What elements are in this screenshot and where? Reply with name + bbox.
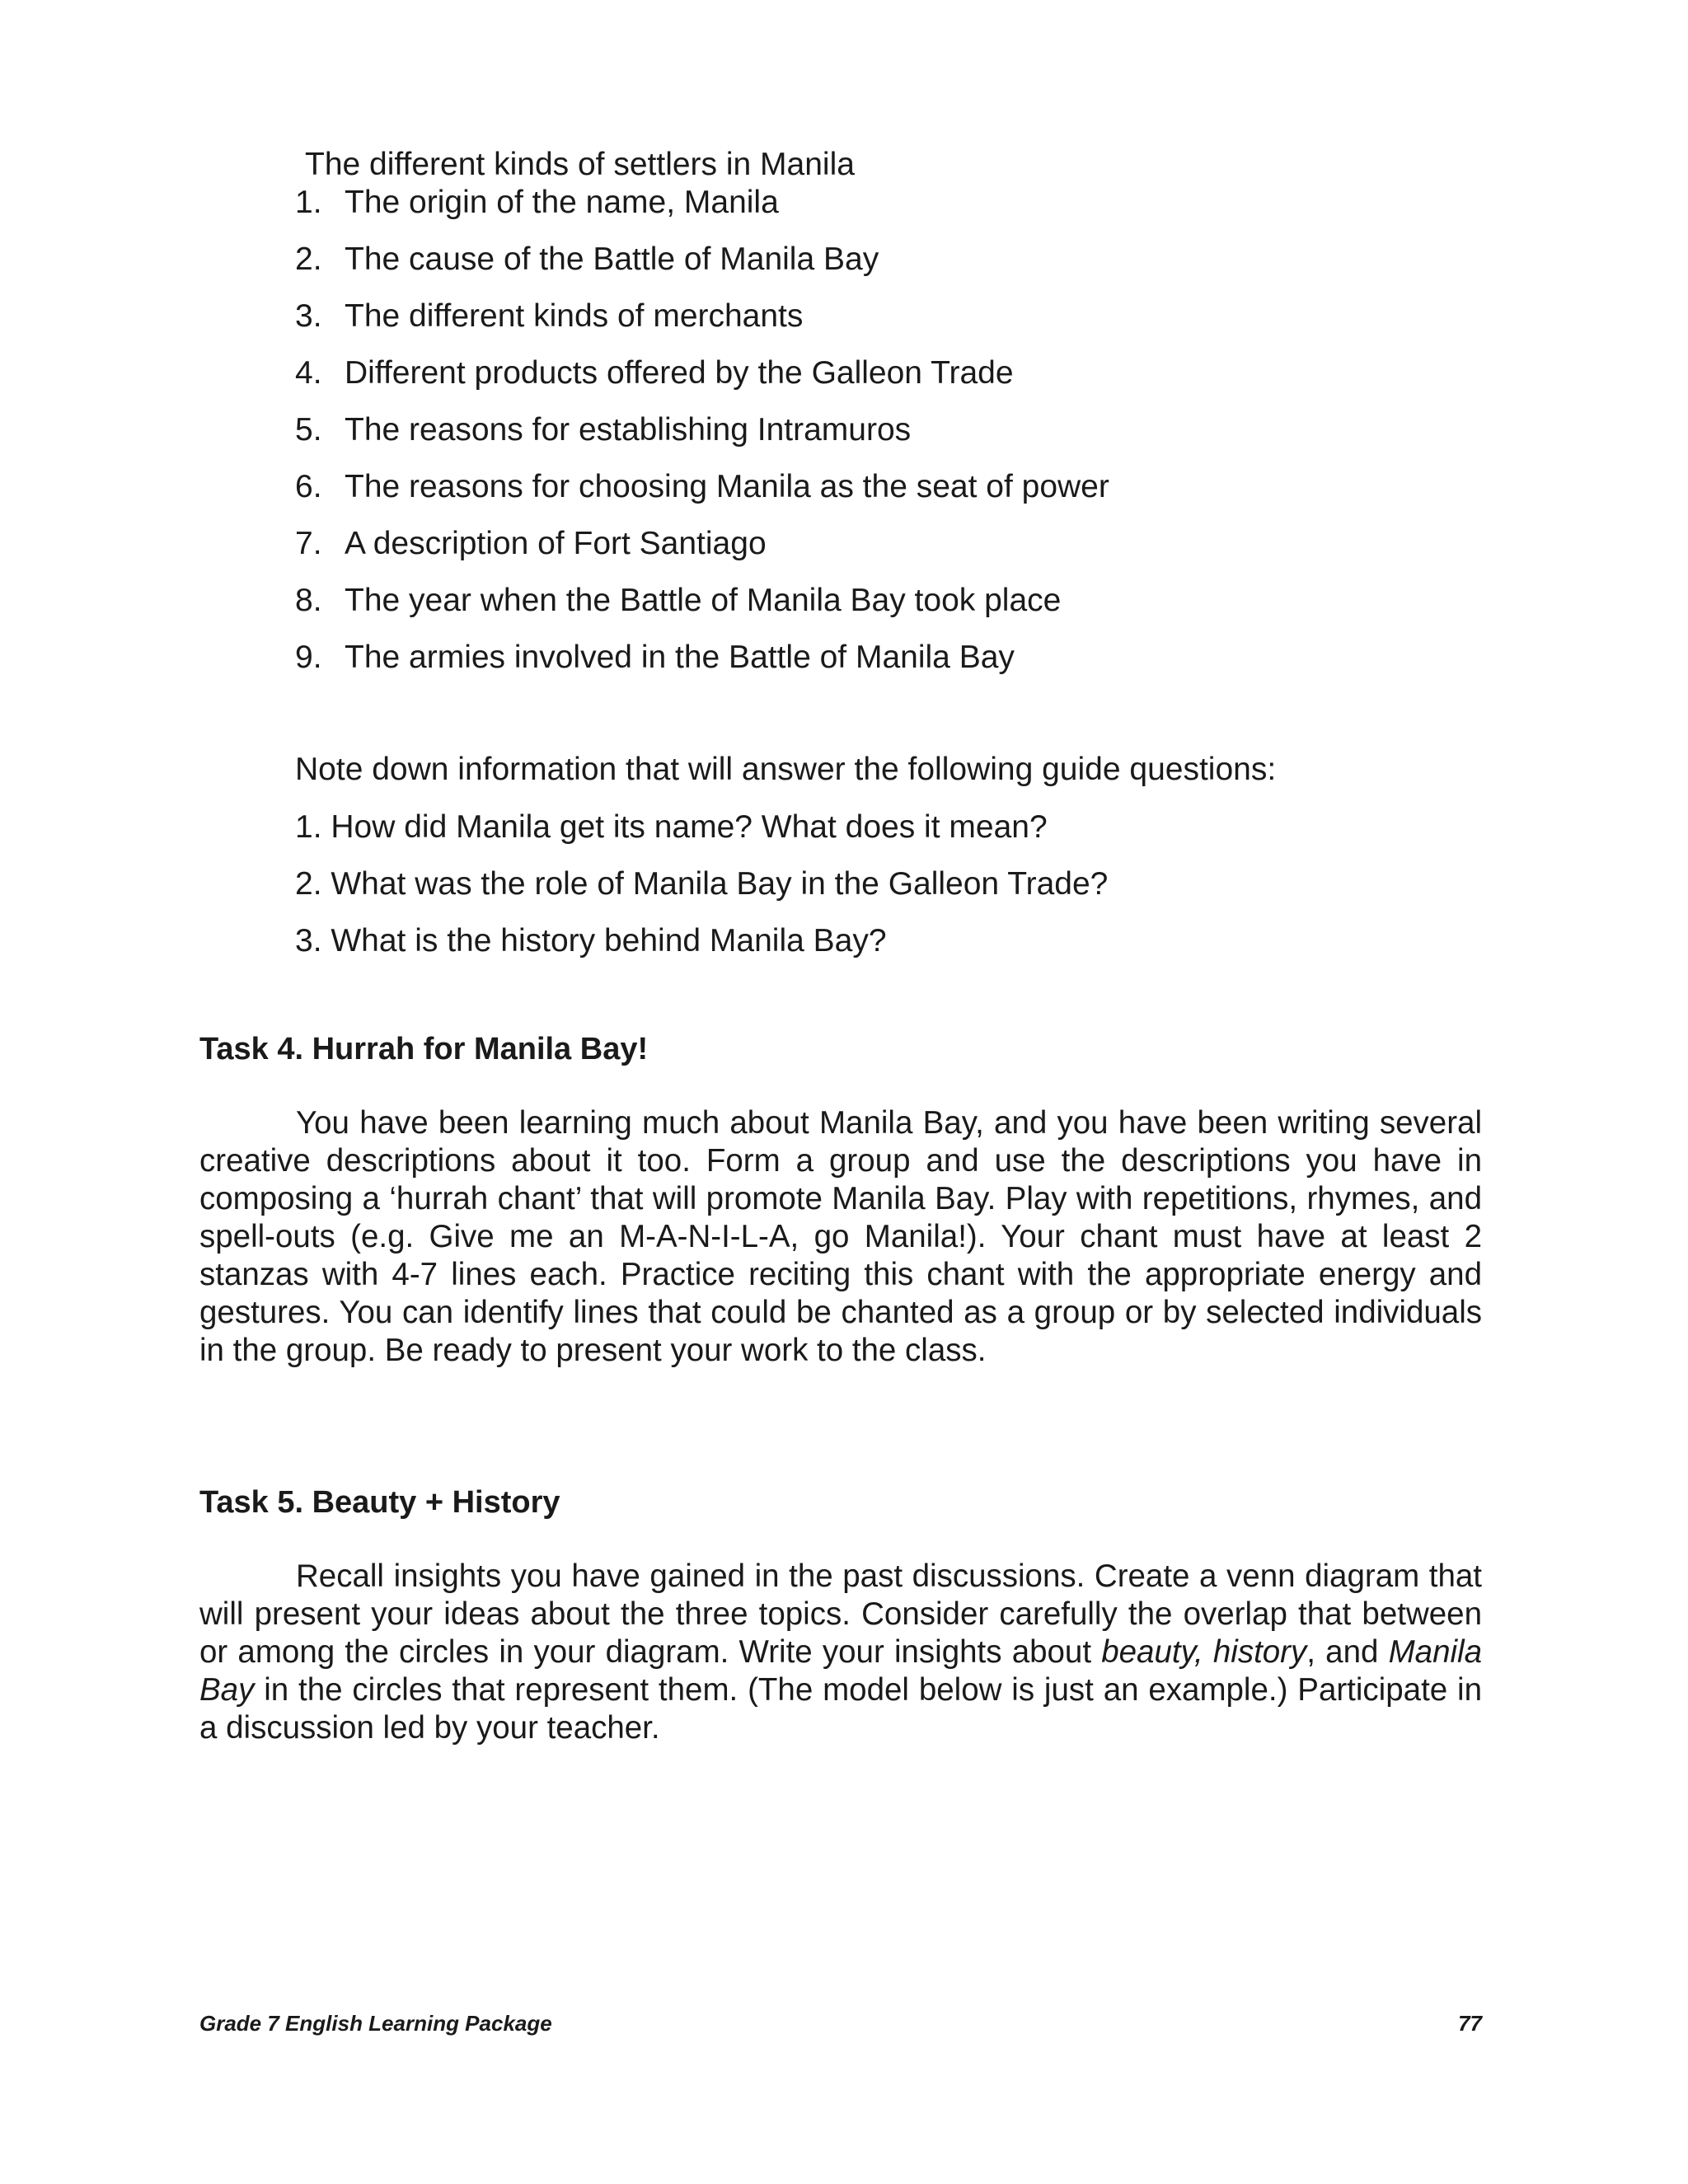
list-text: The year when the Battle of Manila Bay took place [345, 583, 1062, 618]
task5-emphasis: Manila Bay [199, 1634, 1483, 1708]
list-item [295, 297, 1531, 354]
list-number: 3. [295, 298, 322, 334]
list-item [295, 467, 1531, 524]
list-text: The reasons for choosing Manila as the seat of power [345, 469, 1109, 504]
task5-emphasis: beauty, history [1101, 1634, 1307, 1670]
list-text: The different kinds of merchants [345, 298, 804, 334]
list-number: 1. [295, 185, 322, 220]
list-number: 8. [295, 583, 322, 618]
task5-paragraph [199, 1558, 1482, 1747]
guide-question: 3. What is the history behind Manila Bay? [295, 923, 887, 958]
list-item [295, 240, 1531, 297]
list-text: The armies involved in the Battle of Manila Bay [345, 640, 1015, 675]
task5-text-part: , and [1306, 1634, 1389, 1670]
list-number: 9. [295, 640, 322, 675]
intro-line: The different kinds of settlers in Manila [305, 147, 855, 182]
topic-list [295, 183, 1531, 695]
list-text: A description of Fort Santiago [345, 526, 767, 561]
page-number: 77 [1458, 2011, 1482, 2036]
list-item [295, 183, 1531, 240]
list-number: 4. [295, 355, 322, 391]
list-number: 2. [295, 241, 322, 277]
list-item [295, 410, 1531, 467]
list-number: 5. [295, 412, 322, 448]
list-item [295, 354, 1531, 410]
list-number: 6. [295, 469, 322, 504]
guide-question: 2. What was the role of Manila Bay in the Galleon Trade? [295, 866, 1109, 902]
guide-question-list [295, 808, 1531, 978]
task5-text-part: in the circles that represent them. (The model below is just an example.) Participate in a discussion led by your teacher. [199, 1672, 1482, 1746]
list-text: The reasons for establishing Intramuros [345, 412, 912, 448]
footer-title: Grade 7 English Learning Package [199, 2011, 552, 2036]
guide-intro: Note down information that will answer the following guide questions: [295, 752, 1277, 787]
guide-question: 1. How did Manila get its name? What does it mean? [295, 809, 1048, 845]
task4-paragraph: You have been learning much about Manila Bay, and you have been writing several creative descriptions about it too. Form a group and use the descriptions you have in composing a ‘hurrah chant’ that will promote Manila Bay. Play with repetitions, rhymes, and spell-outs (e.g. Give me an M-A-N-I-L-A, go Manila!). Your chant must have at least 2 stanzas with 4-7 lines each. Practice reciting this chant with the appropriate energy and gestures. You can identify lines that could be chanted as a group or by selected individuals in the group. Be ready to present your work to the class. [199, 1105, 1482, 1368]
list-item [295, 638, 1531, 695]
list-text: Different products offered by the Galleon Trade [345, 355, 1014, 391]
list-item [295, 581, 1531, 638]
task5-text-part: Recall insights you have gained in the past discussions. Create a venn diagram that will present your ideas about the three topics. Consider carefully the overlap that between or among the circles in your diagram. Write your insights about [199, 1558, 1482, 1670]
list-text: The origin of the name, Manila [345, 185, 779, 220]
task5-heading: Task 5. Beauty + History [199, 1485, 560, 1520]
list-item [295, 524, 1531, 581]
list-number: 7. [295, 526, 322, 561]
list-text: The cause of the Battle of Manila Bay [345, 241, 879, 277]
task4-heading: Task 4. Hurrah for Manila Bay! [199, 1032, 649, 1066]
